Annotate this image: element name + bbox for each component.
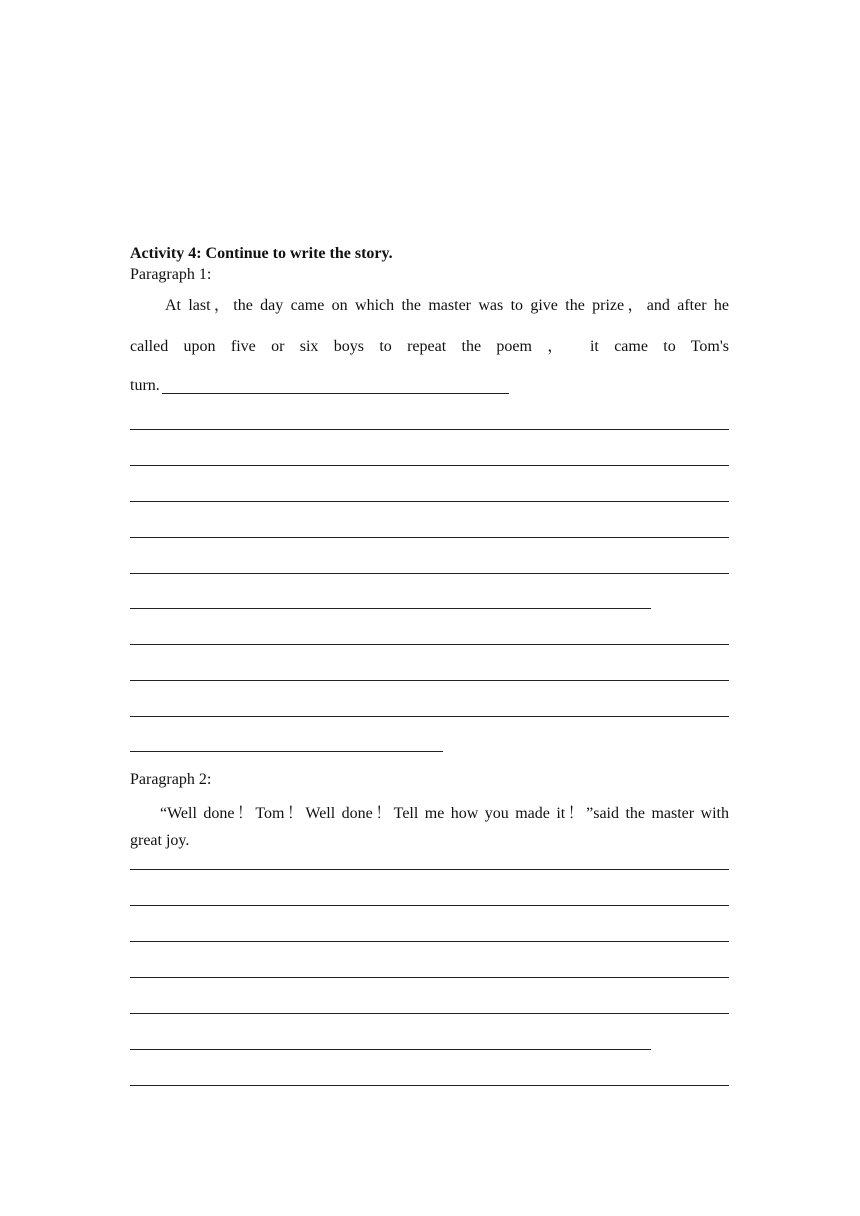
paragraph-1-prompt-line-2: called upon five or six boys to repeat the poem ， it came to Tom's: [130, 338, 729, 355]
paragraph-1-prompt-line-3: turn.: [130, 377, 160, 394]
paragraph-2-writing-line[interactable]: [130, 941, 729, 942]
paragraph-2-writing-line[interactable]: [130, 1049, 651, 1050]
paragraph-1-prompt-line-1: At last，the day came on which the master was to give the prize，and after he: [165, 297, 729, 314]
paragraph-1-writing-line[interactable]: [130, 716, 729, 717]
paragraph-2-prompt-line-2: great joy.: [130, 832, 190, 849]
paragraph-1-writing-line[interactable]: [130, 501, 729, 502]
paragraph-2-writing-line[interactable]: [130, 1085, 729, 1086]
paragraph-1-writing-line[interactable]: [130, 644, 729, 645]
paragraph-2-label: Paragraph 2:: [130, 771, 212, 788]
paragraph-1-writing-line[interactable]: [130, 573, 729, 574]
paragraph-1-label: Paragraph 1:: [130, 266, 212, 283]
paragraph-1-writing-line[interactable]: [130, 537, 729, 538]
paragraph-2-writing-line[interactable]: [130, 1013, 729, 1014]
paragraph-1-writing-line[interactable]: [130, 751, 443, 752]
activity-heading: Activity 4: Continue to write the story.: [130, 245, 393, 262]
paragraph-1-writing-line[interactable]: [130, 680, 729, 681]
paragraph-2-prompt-line-1: “Well done！Tom！Well done！Tell me how you made it！”said the master with: [160, 805, 729, 822]
paragraph-2-writing-line[interactable]: [130, 977, 729, 978]
paragraph-1-writing-line[interactable]: [130, 429, 729, 430]
paragraph-1-inline-writing-blank[interactable]: [162, 393, 509, 394]
paragraph-1-writing-line[interactable]: [130, 608, 651, 609]
paragraph-2-writing-line[interactable]: [130, 905, 729, 906]
paragraph-2-writing-line[interactable]: [130, 869, 729, 870]
paragraph-1-writing-line[interactable]: [130, 465, 729, 466]
